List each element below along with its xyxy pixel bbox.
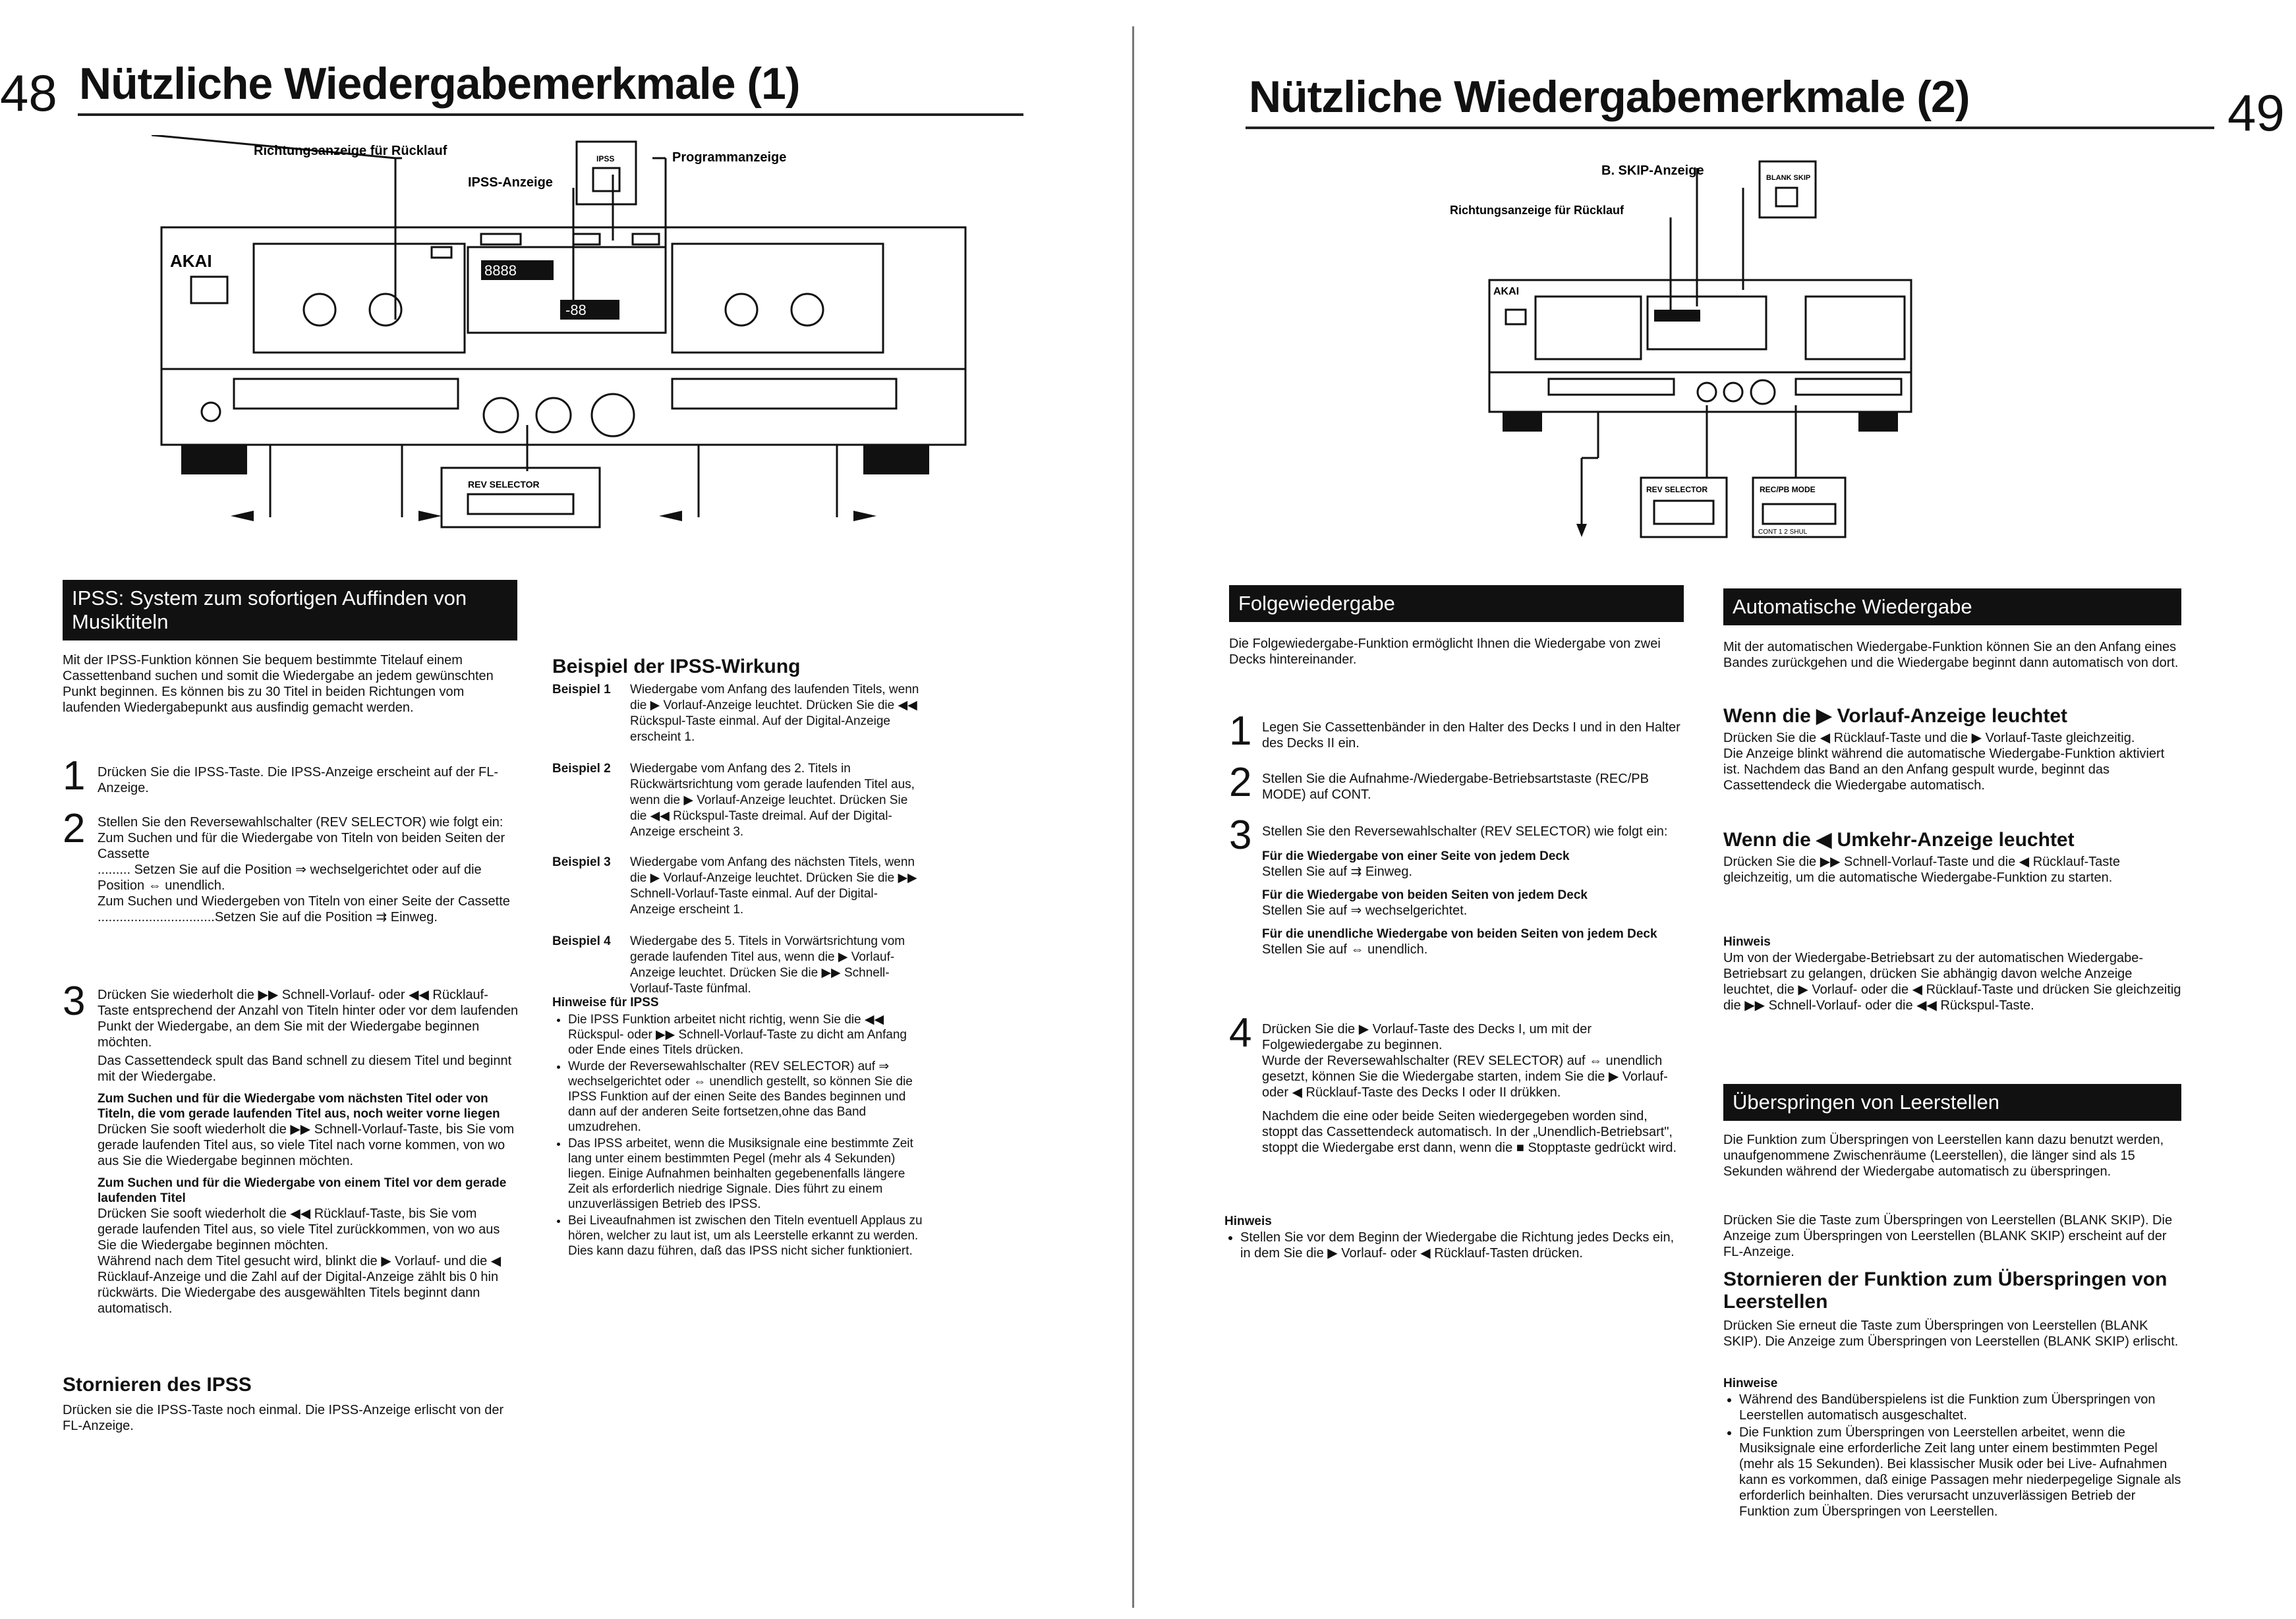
section-heading-folge: Folgewiedergabe: [1229, 585, 1684, 622]
folge-step3-number: 3: [1229, 812, 1252, 858]
auto-heading-reverse: Wenn die ◀ Umkehr-Anzeige leuchtet: [1723, 829, 2075, 851]
ipss-sub2-heading: Zum Suchen und für die Wiedergabe von einem Titel vor dem gerade laufenden Titel: [98, 1176, 507, 1205]
example-heading: Beispiel der IPSS-Wirkung: [552, 656, 801, 677]
label-rev-indicator: Richtungsanzeige für Rücklauf: [254, 144, 447, 158]
brand-logo-right: AKAI: [1493, 286, 1520, 297]
ipss-sub1-text: Drücken Sie sooft wiederholt die ▶▶ Schnell-Vorlauf-Taste, bis Sie vom gerade laufenden Titel aus, so viele Titel nach vorne kommen, von wo aus Sie die Wiedergabe beginnen möchten.: [98, 1122, 515, 1168]
page-fold: [1132, 26, 1134, 1608]
folge-intro: Die Folgewiedergabe-Funktion ermöglicht Ihnen die Wiedergabe von zwei Decks hintereinander.: [1229, 637, 1661, 667]
skip-hint-2: • Die Funktion zum Überspringen von Leerstellen arbeitet, wenn die Musiksignale eine erforderliche Zeit lang unter einem bestimmten Pegel (mehr als 15 Sekunden). Bei klassischer Musik oder bei Live- Aufnahmen kann es vorkommen, daß einige Passagen mehr niederpegelige Signale als erforderlich beinhalten. Dies verursacht unzuverlässigen Betrieb der Funktion zum Überspringen von Leerstellen.: [1739, 1425, 2181, 1520]
skip-cancel-heading: Stornieren der Funktion zum Überspringen von Leerstellen: [1723, 1268, 2167, 1313]
folge-step4-number: 4: [1229, 1010, 1252, 1056]
brand-logo-left: AKAI: [170, 251, 212, 271]
skip-cancel-text: Drücken Sie erneut die Taste zum Überspringen von Leerstellen (BLANK SKIP). Die Anzeige zum Überspringen von Leerstellen (BLANK SKIP) erlischt.: [1723, 1319, 2179, 1349]
skip-hint-1: • Während des Bandüberspielens ist die Funktion zum Überspringen von Leerstellen automatisch ausgeschaltet.: [1739, 1392, 2181, 1423]
example-1-label: Beispiel 1: [552, 683, 611, 696]
auto-forward-text: Drücken Sie die ◀ Rücklauf-Taste und die ▶ Vorlauf-Taste gleichzeitig.: [1723, 731, 2135, 745]
example-list: [552, 682, 928, 1011]
ipss-cancel-heading: Stornieren des IPSS: [63, 1374, 252, 1396]
display-minus: -88: [565, 302, 587, 318]
ipss-cancel-text: Drücken sie die IPSS-Taste noch einmal. Die IPSS-Anzeige erlischt von der FL-Anzeige.: [63, 1403, 504, 1433]
ipss-intro: Mit der IPSS-Funktion können Sie bequem bestimmte Titelauf einem Cassettenband suchen und somit die Wiedergabe an jedem gewünschten Punkt beginnen. Es können bis zu 30 Titel in beiden Richtungen vom laufenden Wiedergabepunkt aus ausfindig gemacht werden.: [63, 653, 494, 715]
ipss-hint-1: • Die IPSS Funktion arbeitet nicht richtig, wenn Sie die ◀◀ Rückspul- oder ▶▶ Schnell-Vorlauf-Taste zu dicht am Anfang oder Ende eines Titels drücken.: [568, 1012, 928, 1058]
display-digits: 8888: [484, 262, 517, 279]
ipss-hint-4: • Bei Liveaufnahmen ist zwischen den Titeln eventuell Applaus zu hören, welcher zu laut ist, um als Leerstelle erkannt zu werden. Dies kann dazu führen, daß das IPSS nicht sicher funktioniert.: [568, 1213, 928, 1259]
page-title-left: Nützliche Wiedergabemerkmale (1): [79, 59, 800, 109]
skip-text-1: Die Funktion zum Überspringen von Leerstellen kann dazu benutzt werden, unaufgenommene Zwischenräume (Leerstellen), die länger sind als 15 Sekunden während der Wiedergabe automatisch zu überspringen.: [1723, 1133, 2164, 1179]
label-program-indicator: Programmanzeige: [672, 150, 787, 165]
ipss-hints-heading: Hinweise für IPSS: [552, 996, 659, 1009]
folge-step3b-text: Stellen Sie auf ⇒ wechselgerichtet.: [1262, 903, 1468, 918]
folge-step1-text: Legen Sie Cassettenbänder in den Halter des Decks I und in den Halter des Decks II ein.: [1262, 720, 1680, 751]
auto-hint-heading: Hinweis: [1723, 935, 1771, 949]
ipss-hint-3: • Das IPSS arbeitet, wenn die Musiksignale eine bestimmte Zeit lang unter einem bestimmten Pegel (mehr als 4 Sekunden) liegen. Einige Aufnahmen beinhalten gegebenenfalls längere Zeit als erforderlich niedrige Signale. Dies führt zu einem unzuverlässigen Betrieb des IPSS.: [568, 1136, 928, 1212]
folge-hint-heading: Hinweis: [1224, 1214, 1272, 1228]
skip-hints: [1723, 1392, 2181, 1521]
ipss-step3-number: 3: [63, 979, 86, 1024]
section-heading-skip: Überspringen von Leerstellen: [1723, 1084, 2181, 1121]
title-rule-left: [78, 113, 1023, 116]
ipss-sub1-heading: Zum Suchen und für die Wiedergabe vom nächsten Titel oder von Titeln, die vom gerade laufenden Titel aus, noch weiter vorne liegen: [98, 1092, 500, 1121]
auto-forward-text2: Die Anzeige blinkt während die automatische Wiedergabe-Funktion aktiviert ist. Nachdem das Band an den Anfang gespult wurde, beginnt das Cassettendeck die Wiedergabe automatisch.: [1723, 747, 2165, 793]
cassette-deck-diagram-left: [152, 135, 975, 530]
folge-step2-text: Stellen Sie die Aufnahme-/Wiedergabe-Betriebsartstaste (REC/PB MODE) auf CONT.: [1262, 772, 1649, 802]
folge-step4-text2: Wurde der Reversewahlschalter (REV SELECTOR) auf ⇔ unendlich gesetzt, können Sie die Wiedergabe starten, indem Sie die ▶ Vorlauf- oder ◀ Rücklauf-Taste des Decks I oder II drükken.: [1262, 1054, 1668, 1100]
skip-hints-heading: Hinweise: [1723, 1377, 1778, 1390]
example-1-text-a: Wiedergabe vom Anfang des laufenden Titels, wenn die ▶ Vorlauf-Anzeige leuchtet.: [630, 683, 919, 712]
example-2-text-a: Wiedergabe vom Anfang des 2. Titels in Rückwärtsrichtung vom gerade laufenden Titel aus, wenn die ▶ Vorlauf-Anzeige leuchtet.: [630, 762, 915, 807]
label-rev-indicator-right: Richtungsanzeige für Rücklauf: [1450, 204, 1624, 217]
box-rev-selector-label-right: REV SELECTOR: [1646, 485, 1708, 494]
ipss-step2-c: Zum Suchen und Wiedergeben von Titeln von einer Seite der Cassette: [98, 894, 510, 909]
ipss-step2-number: 2: [63, 806, 86, 851]
box-ipss-label: IPSS: [596, 154, 615, 163]
folge-step3a-text: Stellen Sie auf ⇉ Einweg.: [1262, 865, 1412, 879]
folge-hint: [1224, 1230, 1686, 1263]
label-bskip-indicator: B. SKIP-Anzeige: [1601, 163, 1704, 178]
auto-heading-forward: Wenn die ▶ Vorlauf-Anzeige leuchtet: [1723, 705, 2068, 727]
folge-step3-text: Stellen Sie den Reversewahlschalter (REV SELECTOR) wie folgt ein:: [1262, 824, 1668, 839]
auto-reverse-text: Drücken Sie die ▶▶ Schnell-Vorlauf-Taste und die ◀ Rücklauf-Taste gleichzeitig, um die automatische Wiedergabe-Funktion zu starten.: [1723, 855, 2120, 885]
box-recpb-label: REC/PB MODE: [1760, 485, 1816, 494]
example-1-text: [630, 682, 921, 745]
example-4-text: Wiedergabe des 5. Titels in Vorwärtsrichtung vom gerade laufenden Titel aus, wenn die ▶ Vorlauf-Anzeige leuchtet. Drücken Sie die ▶▶ Schnell-Vorlauf-Taste fünfmal.: [630, 934, 905, 996]
example-3-text: Wiedergabe vom Anfang des nächsten Titels, wenn die ▶ Vorlauf-Anzeige leuchtet. Drücken Sie die ▶▶ Schnell-Vorlauf-Taste einmal. Auf der Digital-Anzeige erscheint 1.: [630, 855, 917, 917]
example-2-text-b: Drücken Sie die ◀◀ Rückspul-Taste dreimal. Auf der Digital-Anzeige erscheint 3.: [630, 793, 908, 839]
section-heading-auto: Automatische Wiedergabe: [1723, 588, 2181, 625]
example-4-label: Beispiel 4: [552, 934, 611, 948]
ipss-hints: [552, 1012, 928, 1260]
ipss-step3-text: Drücken Sie wiederholt die ▶▶ Schnell-Vorlauf- oder ◀◀ Rücklauf-Taste entsprechend der Anzahl von Titeln hinter oder vor dem laufenden Punkt der Wiedergabe, an dem Sie mit der Wiedergabe beginnen möchten.: [98, 988, 519, 1050]
page-number-left: 48: [0, 64, 57, 122]
folge-step4-text3: Nachdem die eine oder beide Seiten wiedergegeben worden sind, stoppt das Cassettendeck automatisch. In der „Unendlich-Betriebsart", stoppt die Wiedergabe erst dann, wenn die ■ Stopptaste gedrückt wird.: [1262, 1109, 1677, 1155]
ipss-step3-block: [98, 987, 519, 1317]
title-rule-right: [1246, 127, 2214, 129]
ipss-step1-text: Drücken Sie die IPSS-Taste. Die IPSS-Anzeige erscheint auf der FL-Anzeige.: [98, 765, 499, 795]
skip-text-2: Drücken Sie die Taste zum Überspringen von Leerstellen (BLANK SKIP). Die Anzeige zum Überspringen von Leerstellen (BLANK SKIP) erscheint auf der FL-Anzeige.: [1723, 1213, 2173, 1259]
example-2-label: Beispiel 2: [552, 762, 611, 776]
example-1-text-b: Drücken Sie die ◀◀ Rückspul-Taste einmal. Auf der Digital-Anzeige erscheint 1.: [630, 698, 917, 744]
ipss-sub2-text: Drücken Sie sooft wiederholt die ◀◀ Rücklauf-Taste, bis Sie vom gerade laufenden Titel aus, so viele Titel zurückkommen, von wo aus Sie die Wiedergabe beginnen möchten.: [98, 1207, 500, 1253]
folge-step3c-heading: Für die unendliche Wiedergabe von beiden Seiten von jedem Deck: [1262, 927, 1657, 941]
page-number-right: 49: [2227, 84, 2285, 142]
folge-step1-number: 1: [1229, 708, 1252, 754]
ipss-step2-a: Zum Suchen und für die Wiedergabe von Titeln von beiden Seiten der Cassette: [98, 831, 505, 861]
example-2-text: [630, 761, 921, 840]
box-recpb-sub: CONT 1 2 SHUL: [1758, 528, 1808, 536]
ipss-sub2-text2: Während nach dem Titel gesucht wird, blinkt die ▶ Vorlauf- und die ◀ Rücklauf-Anzeige und die Zahl auf der Digital-Anzeige zählt bis 0 hin rückwärts. Die Wiedergabe des ausgewählten Titels beginnt dann automatisch.: [98, 1254, 502, 1316]
folge-step4-text: Drücken Sie die ▶ Vorlauf-Taste des Decks I, um mit der Folgewiedergabe zu beginnen.: [1262, 1022, 1592, 1052]
ipss-step2-d: ................................Setzen Sie auf die Position ⇉ Einweg.: [98, 910, 438, 924]
folge-step3a-heading: Für die Wiedergabe von einer Seite von jedem Deck: [1262, 849, 1570, 863]
cassette-deck-diagram-right: [1437, 148, 1931, 544]
ipss-step3-text2: Das Cassettendeck spult das Band schnell zu diesem Titel und beginnt mit der Wiedergabe.: [98, 1054, 512, 1084]
label-ipss-indicator: IPSS-Anzeige: [468, 175, 553, 190]
auto-intro: Mit der automatischen Wiedergabe-Funktion können Sie an den Anfang eines Bandes zurückgehen und die Wiedergabe beginnt dann automatisch von dort.: [1723, 640, 2179, 670]
section-heading-ipss: IPSS: System zum sofortigen Auffinden von Musiktiteln: [63, 580, 517, 640]
auto-hint: Um von der Wiedergabe-Betriebsart zu der automatischen Wiedergabe-Betriebsart zu gelangen, drücken Sie abhängig davon welche Anzeige leuchtet, die ▶ Vorlauf- oder die ◀ Rücklauf-Taste und drücken Sie gleichzeitig die ▶▶ Schnell-Vorlauf- oder die ◀◀ Rückspul-Taste.: [1723, 951, 2181, 1013]
ipss-step2-block: [98, 814, 519, 925]
ipss-step1-number: 1: [63, 753, 86, 799]
ipss-step2-b: ......... Setzen Sie auf die Position ⇒ wechselgerichtet oder auf die Position ⇔ unendlich.: [98, 863, 482, 893]
folge-step4-block: [1262, 1021, 1684, 1156]
box-rev-selector-label: REV SELECTOR: [468, 479, 540, 490]
example-3-label: Beispiel 3: [552, 855, 611, 869]
folge-step3c-text: Stellen Sie auf ⇔ unendlich.: [1262, 942, 1428, 957]
page-title-right: Nützliche Wiedergabemerkmale (2): [1249, 72, 1970, 122]
ipss-hint-2: • Wurde der Reversewahlschalter (REV SELECTOR) auf ⇒ wechselgerichtet oder ⇔ unendlich gestellt, so können Sie die IPSS Funktion auf der einen Seite des Bandes beginnen und dann auf der anderen Seite fortsetzen,ohne das Band umzudrehen.: [568, 1059, 928, 1135]
ipss-step2-text: Stellen Sie den Reversewahlschalter (REV SELECTOR) wie folgt ein:: [98, 815, 503, 830]
folge-step2-number: 2: [1229, 760, 1252, 805]
folge-step3b-heading: Für die Wiedergabe von beiden Seiten von jedem Deck: [1262, 888, 1588, 902]
folge-step3-block: [1262, 824, 1684, 957]
folge-hint-item: • Stellen Sie vor dem Beginn der Wiedergabe die Richtung jedes Decks ein, in dem Sie die ▶ Vorlauf- oder ◀ Rücklauf-Tasten drücken.: [1240, 1230, 1686, 1261]
box-blank-skip-label: BLANK SKIP: [1766, 174, 1811, 182]
auto-forward-block: [1723, 730, 2181, 793]
